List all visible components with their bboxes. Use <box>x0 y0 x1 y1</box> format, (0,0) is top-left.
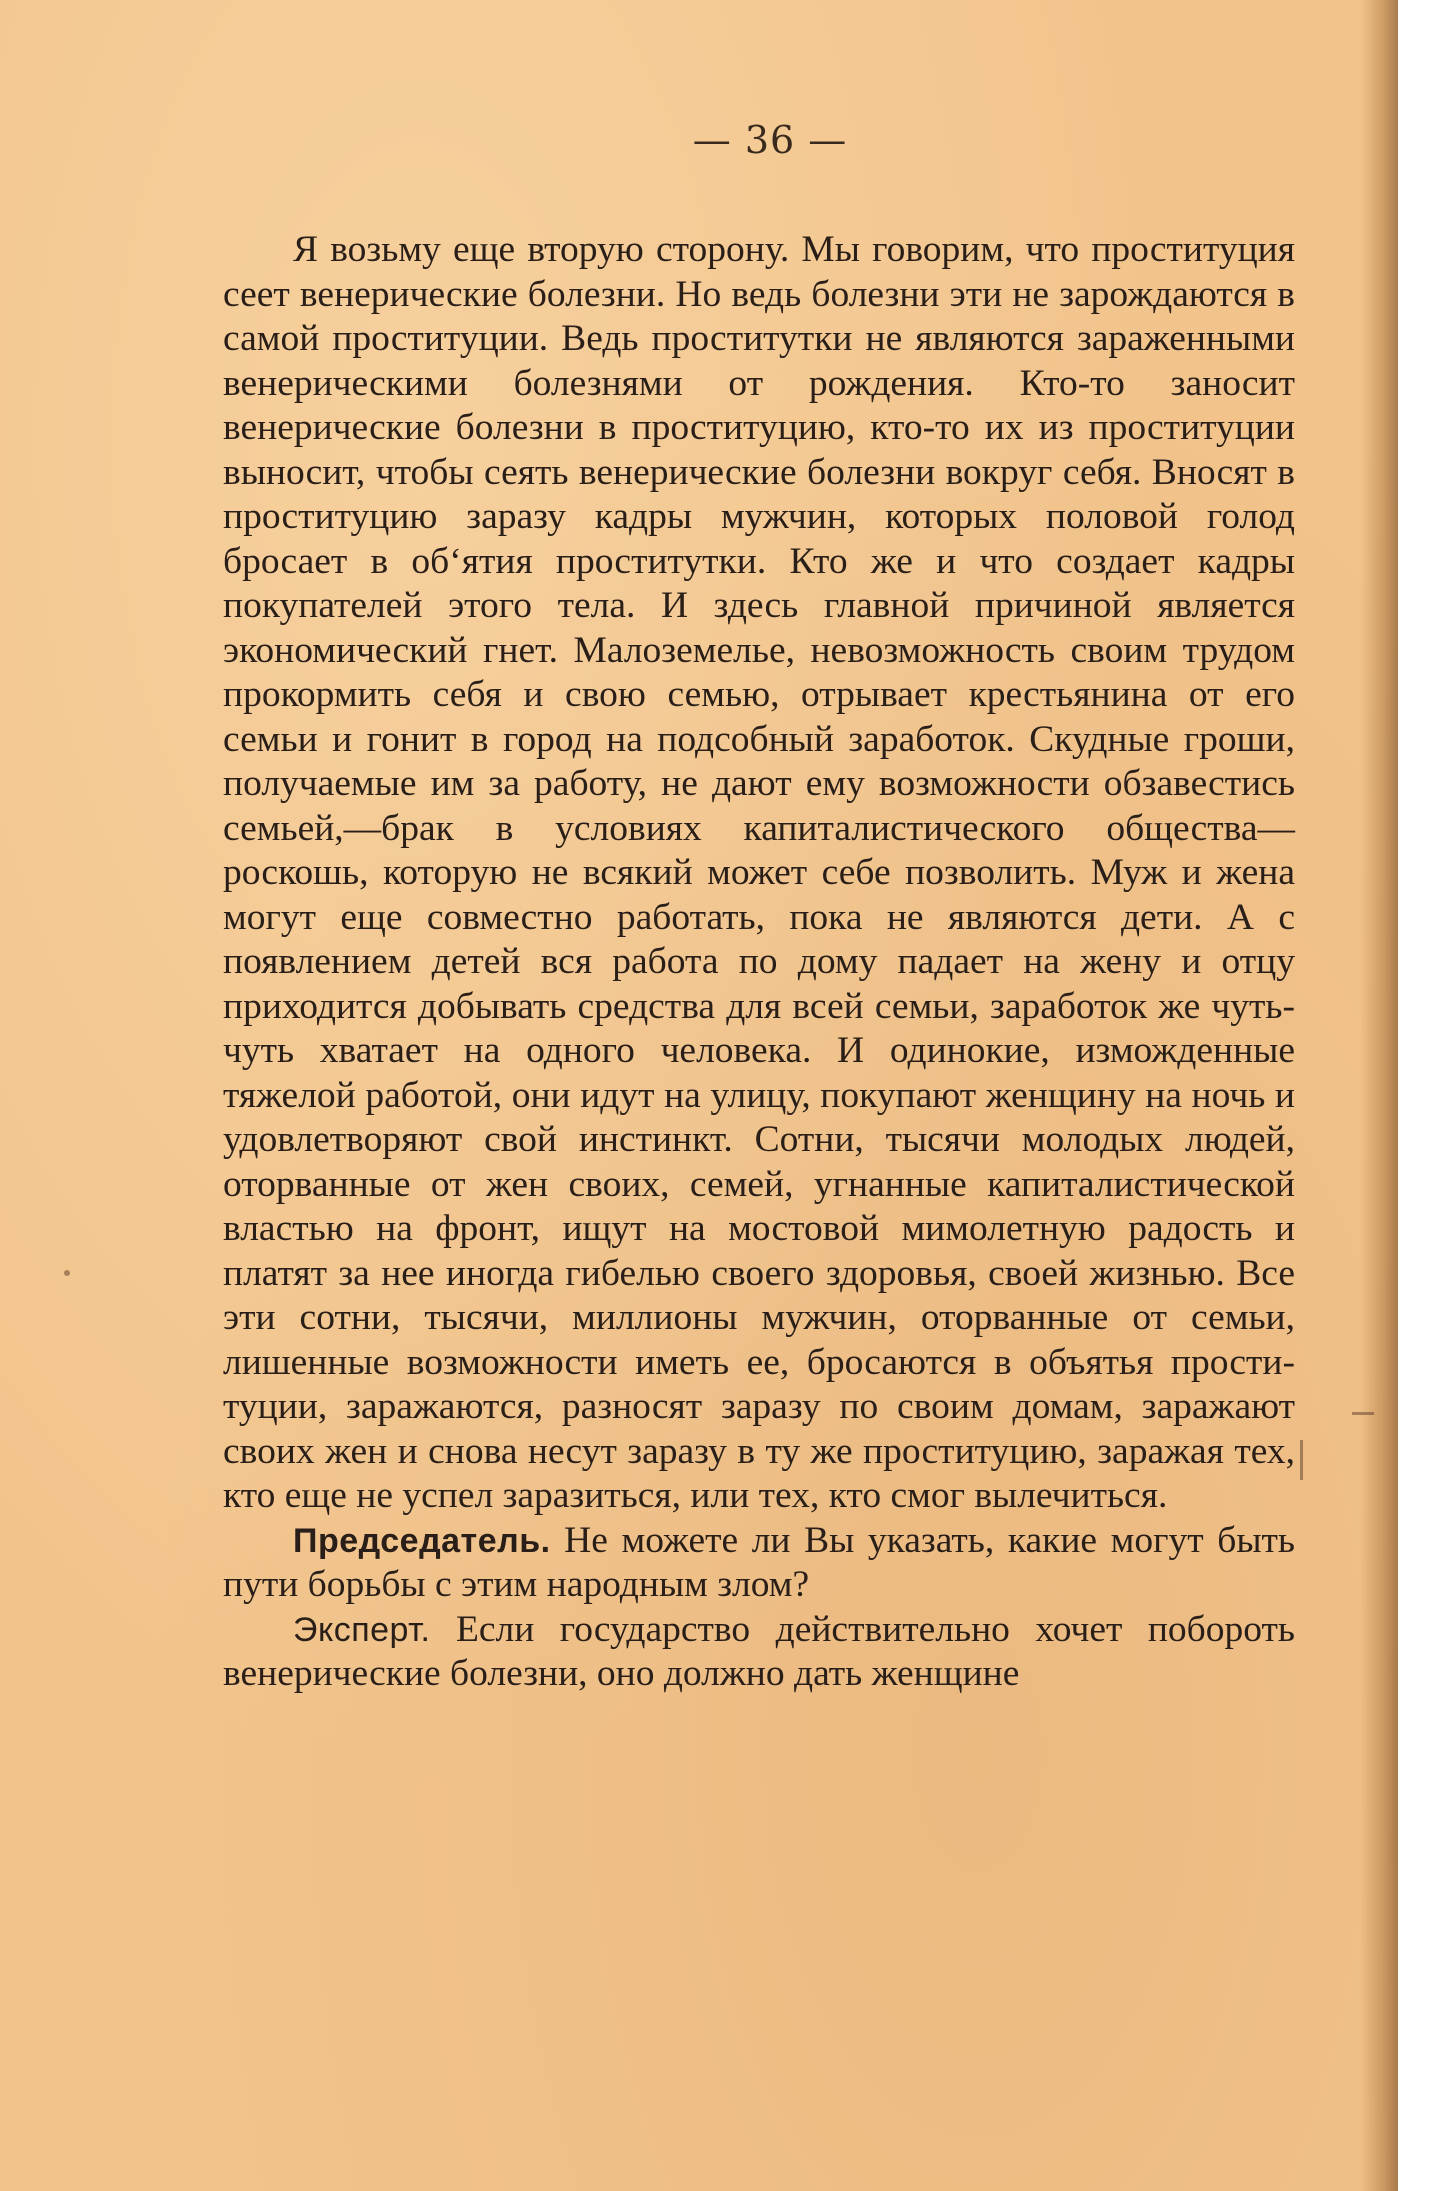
paragraph-text: Не можете ли Вы указать, какие могут быть пути борьбы с этим народным злом? <box>223 1519 1296 1605</box>
speaker-expert: Эксперт. <box>293 1610 431 1649</box>
speaker-chairman: Председатель. <box>293 1521 551 1560</box>
paragraph-text: Если государство действительно хочет побороть венерические болезни, оно должно дать женщине <box>223 1608 1296 1694</box>
paragraph-expert-answer <box>223 1608 1295 1697</box>
margin-mark <box>1300 1440 1303 1480</box>
page-edge-shadow <box>1360 0 1398 2191</box>
margin-mark <box>1352 1412 1374 1415</box>
paragraph-argument <box>223 228 1295 1519</box>
paragraph-text: Я возьму еще вторую сторону. Мы говорим, что проституция сеет венерические болезни. Но ведь болезни эти не зарождаются в самой проституции. Ведь проститутки не являются зараженными венерическими болезнями от рождения. Кто-то заносит венерические болезни в проституцию, кто-то их из проституции выносит, чтобы сеять венерические болезни вокруг себя. Вносят в проституцию заразу кадры мужчин, которых половой голод бросает в об‘ятия проститутки. Кто же и что создает кадры покупателей этого тела. И здесь главной причиной является экономический гнет. Малоземелье, невозможность своим трудом прокормить себя и свою семью, отрывает крестьянина от его семьи и гонит в город на подсобный заработок. Скудные гроши, получаемые им за работу, не дают ему возможности обзавестись семьей,—брак в условиях капиталистического общества—роскошь, которую не всякий может себе позволить. Муж и жена могут еще совместно работать, пока не являются дети. А с появлением детей вся работа по дому падает на жену и отцу приходится добывать средства для всей семьи, заработок же чуть-чуть хватает на одного человека. И одинокие, изможденные тяжелой работой, они идут на улицу, покупают женщину на ночь и удовлетворяют свой инстинкт. Сотни, тысячи молодых людей, оторванные от жен своих, семей, угнанные капиталистической властью на фронт, ищут на мостовой мимолетную радость и платят за нее иногда гибелью своего здоровья, своей жизнью. Все эти сотни, тысячи, миллионы мужчин, оторванные от семьи, лишенные возможности иметь ее, бросаются в объятья проституции, заражаются, разносят заразу по своим домам, заражают своих жен и снова несут заразу в ту же проституцию, заражая тех, кто еще не успел заразиться, или тех, кто смог вылечиться. <box>223 229 1295 1516</box>
page-number: — 36 — <box>692 118 848 162</box>
body-text <box>223 228 1295 1697</box>
margin-mark <box>64 1270 70 1276</box>
paragraph-chairman-question <box>223 1519 1295 1608</box>
